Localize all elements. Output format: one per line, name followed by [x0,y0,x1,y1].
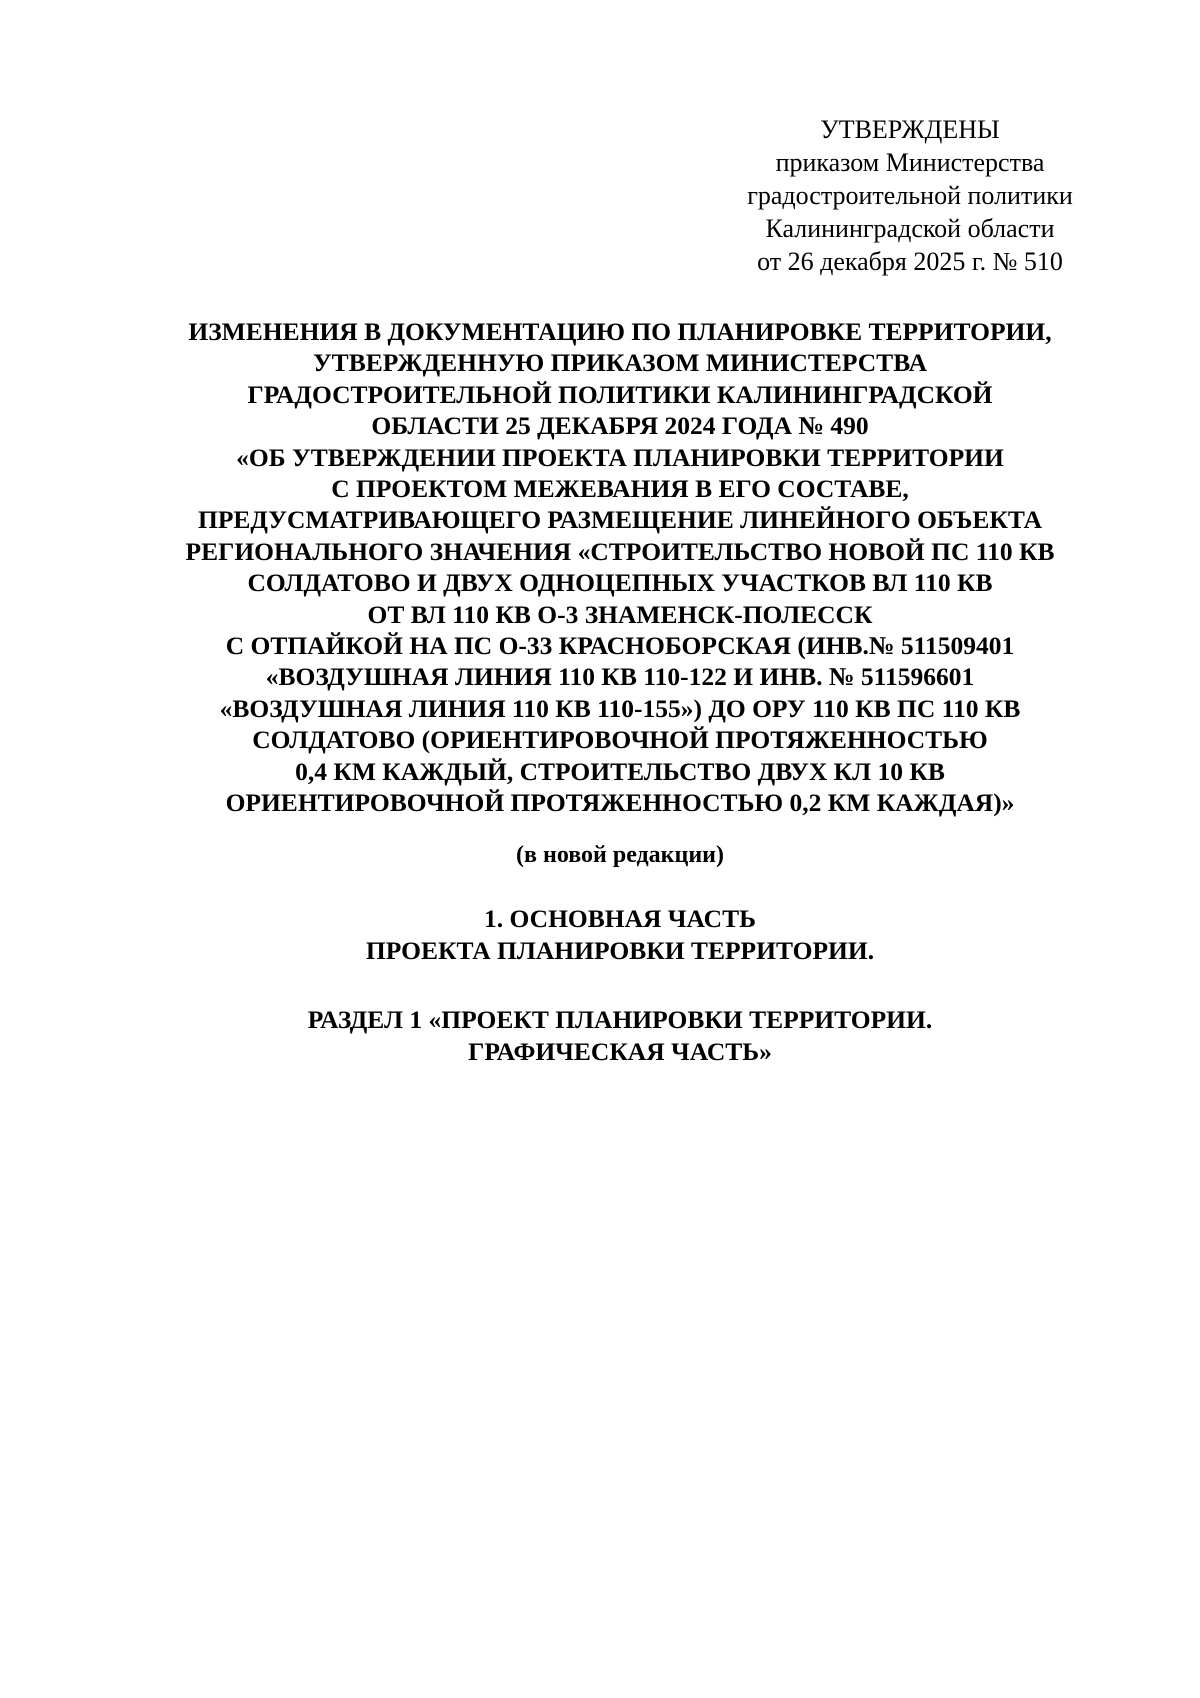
approval-date: от 26 декабря 2025 г. № 510 [757,247,1063,276]
title-line: ГРАДОСТРОИТЕЛЬНОЙ ПОЛИТИКИ КАЛИНИНГРАДСКОЙ [247,379,993,409]
document-title [120,316,1120,819]
title-line: УТВЕРЖДЕННУЮ ПРИКАЗОМ МИНИСТЕРСТВА [312,348,928,378]
title-line: ИЗМЕНЕНИЯ В ДОКУМЕНТАЦИЮ ПО ПЛАНИРОВКЕ ТЕРРИТОРИИ, [188,317,1052,346]
title-line: СОЛДАТОВО (ОРИЕНТИРОВОЧНОЙ ПРОТЯЖЕННОСТЬЮ [252,725,988,755]
title-line: ОТ ВЛ 110 КВ О-3 ЗНАМЕНСК-ПОЛЕССК [367,599,873,629]
title-line: С ОТПАЙКОЙ НА ПС О-33 КРАСНОБОРСКАЯ (ИНВ.№ 511509401 [225,631,1015,661]
approval-stamp [700,113,1120,278]
approval-line: приказом Министерства [775,148,1045,177]
title-line: «ВОЗДУШНАЯ ЛИНИЯ 110 КВ 110-122 И ИНВ. № 511596601 [265,662,975,692]
title-line: ОРИЕНТИРОВОЧНОЙ ПРОТЯЖЕННОСТЬЮ 0,2 КМ КАЖДАЯ)» [225,788,1015,818]
title-line: 0,4 КМ КАЖДЫЙ, СТРОИТЕЛЬСТВО ДВУХ КЛ 10 КВ [295,756,945,786]
title-line: С ПРОЕКТОМ МЕЖЕВАНИЯ В ЕГО СОСТАВЕ, [331,474,909,504]
title-line: ОБЛАСТИ 25 ДЕКАБРЯ 2024 ГОДА № 490 [371,411,869,441]
edition-note: (в новой редакции) [516,842,724,868]
section-heading-line: ПРОЕКТА ПЛАНИРОВКИ ТЕРРИТОРИИ. [365,936,875,965]
subsection-heading [120,1004,1120,1068]
title-line: ПРЕДУСМАТРИВАЮЩЕГО РАЗМЕЩЕНИЕ ЛИНЕЙНОГО ОБЪЕКТА [198,505,1042,535]
title-line: «ВОЗДУШНАЯ ЛИНИЯ 110 КВ 110-155») ДО ОРУ 110 КВ ПС 110 КВ [219,693,1021,723]
title-line: РЕГИОНАЛЬНОГО ЗНАЧЕНИЯ «СТРОИТЕЛЬСТВО НОВОЙ ПС 110 КВ [185,536,1055,566]
section-heading [120,903,1120,967]
subsection-heading-line: РАЗДЕЛ 1 «ПРОЕКТ ПЛАНИРОВКИ ТЕРРИТОРИИ. [307,1005,933,1034]
section-heading-line: 1. ОСНОВНАЯ ЧАСТЬ [484,904,756,933]
title-line: СОЛДАТОВО И ДВУХ ОДНОЦЕПНЫХ УЧАСТКОВ ВЛ 110 КВ [247,568,993,598]
approval-heading: УТВЕРЖДЕНЫ [820,115,1000,144]
subsection-heading-line: ГРАФИЧЕСКАЯ ЧАСТЬ» [468,1037,772,1066]
approval-line: Калининградской области [765,214,1055,243]
title-line: «ОБ УТВЕРЖДЕНИИ ПРОЕКТА ПЛАНИРОВКИ ТЕРРИТОРИИ [236,442,1004,472]
approval-line: градостроительной политики [747,181,1073,210]
